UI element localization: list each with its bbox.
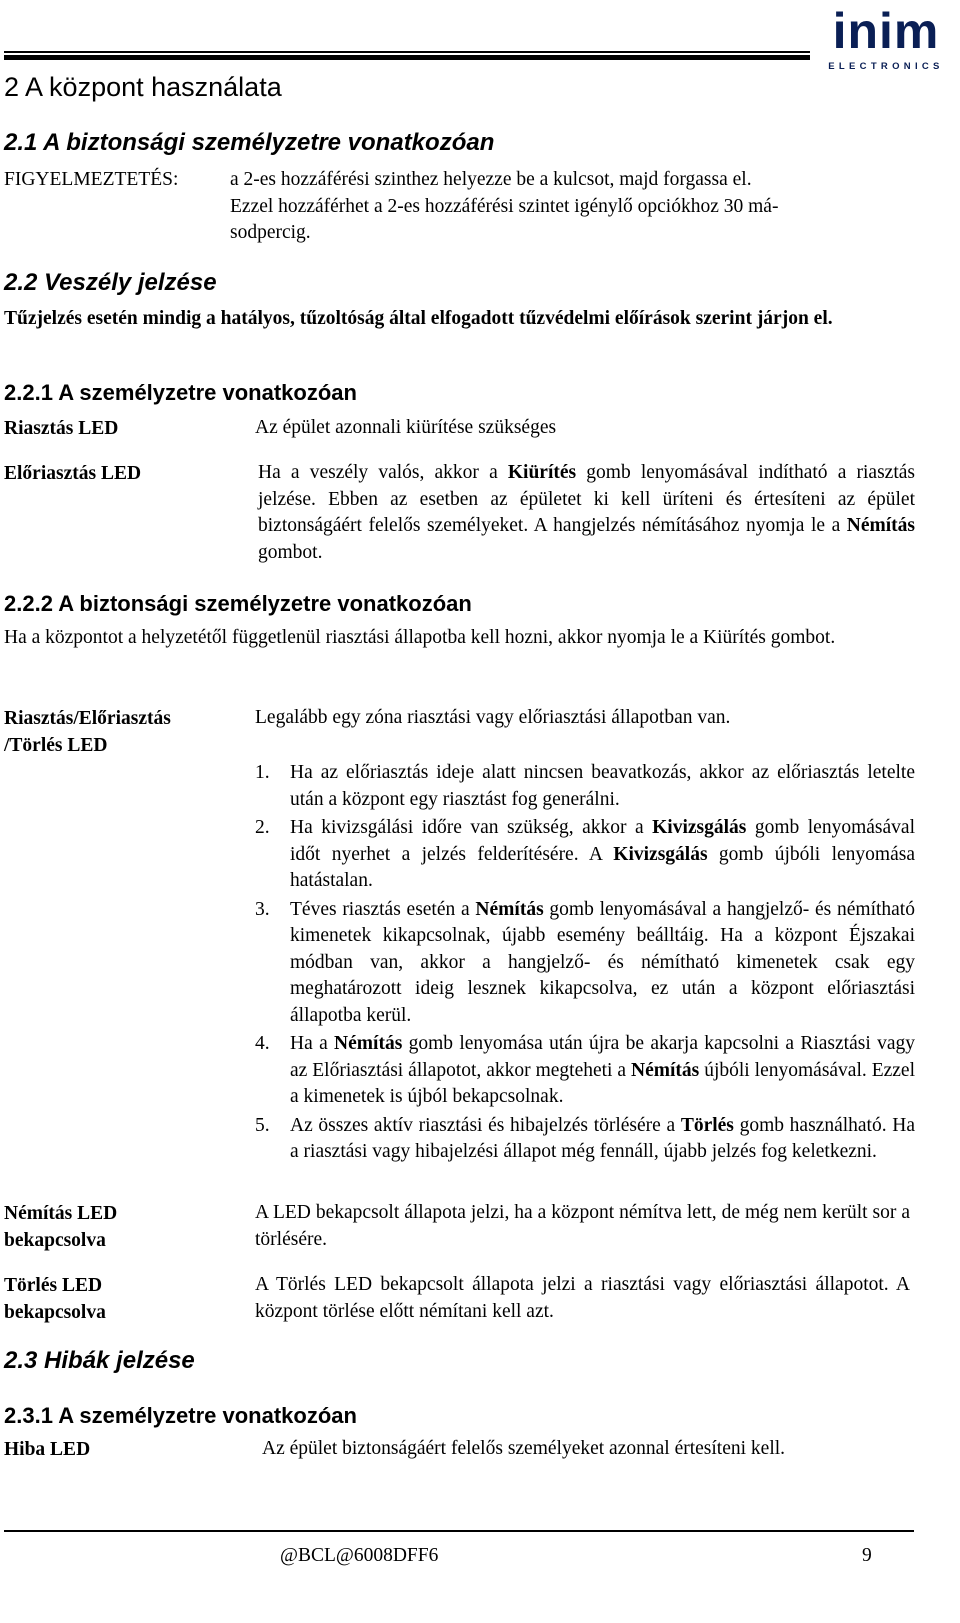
section-2-3-1-heading: 2.3.1 A személyzetre vonatkozóan (4, 1403, 357, 1428)
clear-led-label-line2: bekapcsolva (4, 1302, 106, 1323)
button-name-ref: Törlés (680, 1114, 734, 1136)
section-2-1-heading: 2.1 A biztonsági személyzetre vonatkozóan (4, 129, 495, 156)
list-item (255, 815, 915, 895)
security-intro-paragraph: Ha a központot a helyzetétől függetlenül riasztási állapotba kell hozni, akkor nyomja le a Kiürítés gombot. (4, 627, 836, 648)
list-item (255, 1031, 915, 1111)
list-item (255, 1113, 915, 1166)
clear-led-text: A Törlés LED bekapcsolt állapota jelzi a riasztási vagy előriasztási állapotot. A központ törlése előtt némítani kell azt. (255, 1274, 910, 1322)
button-name-ref: Kivizsgálás (652, 817, 747, 838)
list-item (255, 897, 915, 1030)
fire-alarm-paragraph: Tűzjelzés esetén mindig a hatályos, tűzoltóság által elfogadott tűzvédelmi előírások szerint járjon el. (4, 308, 833, 329)
list-item-text: Az összes aktív riasztási és hibajelzés törlésére a (290, 1114, 681, 1136)
alarm-clear-led-text: Legalább egy zóna riasztási vagy előriasztási állapotban van. (255, 707, 731, 728)
section-2-3-heading: 2.3 Hibák jelzése (4, 1347, 195, 1374)
page-title: 2 A központ használata (4, 72, 282, 102)
fault-led-label: Hiba LED (4, 1439, 91, 1460)
fault-led-text: Az épület biztonságáért felelős személyeket azonnal értesíteni kell. (262, 1438, 786, 1459)
list-item-text: Ha az előriasztás ideje alatt nincsen beavatkozás, akkor az előriasztás letelte után a központ egy riasztást fog generálni. (290, 762, 915, 810)
warning-line-2: Ezzel hozzáférhet a 2-es hozzáférési szintet igénylő opciókhoz 30 má- (230, 196, 779, 217)
prealarm-led-label: Előriasztás LED (4, 463, 142, 484)
button-name-ref: Némítás (334, 1033, 403, 1054)
warning-line-1: a 2-es hozzáférési szinthez helyezze be a kulcsot, majd forgassa el. (230, 169, 752, 190)
list-item-text: Ha a (290, 1033, 335, 1054)
alarm-clear-led-label-line2: /Törlés LED (4, 735, 108, 756)
list-item-number: 5. (255, 1114, 270, 1136)
footer-doc-code: @BCL@6008DFF6 (280, 1545, 439, 1566)
list-item-text: gomb használható. Ha a riasztási vagy hibajelzési állapot még fennáll, újabb jelzés fog keletkezni. (290, 1114, 916, 1162)
logo-subtitle: ELECTRONICS (828, 61, 944, 72)
silence-led-label-line1: Némítás LED (4, 1203, 118, 1224)
header-rule-thin (4, 51, 810, 53)
instruction-list (255, 760, 915, 1168)
list-item-text: Ha kivizsgálási időre van szükség, akkor a (290, 817, 653, 838)
list-item-text: Téves riasztás esetén a (290, 898, 476, 920)
list-item-number: 1. (255, 762, 270, 783)
footer-page-number: 9 (862, 1545, 872, 1566)
alarm-led-text: Az épület azonnali kiürítése szükséges (255, 417, 557, 438)
inim-logo (812, 2, 960, 72)
section-2-2-2-heading: 2.2.2 A biztonsági személyzetre vonatkozóan (4, 591, 472, 616)
list-item-text: gomb lenyomásával időt nyerhet a jelzés felderítésére. A (290, 817, 915, 865)
header-rule-thick (4, 55, 810, 60)
silence-led-text: A LED bekapcsolt állapota jelzi, ha a központ némítva lett, de még nem került sor a törlésére. (255, 1202, 910, 1250)
list-item-text: újbóli lenyomásával. Ezzel a kimenetek is újból bekapcsolnak. (290, 1059, 915, 1107)
prealarm-led-text: Ha a veszély valós, akkor a Kiürítés gomb lenyomásával indítható a riasztás jelzése. Ebben az esetben az épületet ki kell üríteni és értesíteni az épület biztonságáért felelős személyeket. A hangjelzés némításához nyomja le a Némítás gombot. (258, 462, 915, 563)
alarm-led-label: Riasztás LED (4, 418, 119, 439)
list-item (255, 760, 915, 813)
alarm-clear-led-label-line1: Riasztás/Előriasztás (4, 708, 171, 729)
warning-line-3: sodpercig. (230, 222, 311, 243)
list-item-text: gomb lenyomásával a hangjelző- és némítható kimenetek kikapcsolnak, újabb esemény beálltáig. Ha a központ Éjszakai módban van, akkor a hangjelző- és némítható kimenetek csak egy meghatározott ideig lesznek kikapcsolva, ez után a központ előriasztási állapotba kerül. (290, 898, 915, 1026)
clear-led-label-line1: Törlés LED (4, 1275, 103, 1296)
button-name-ref: Kivizsgálás (613, 843, 708, 865)
logo-wordmark: inim (832, 3, 940, 59)
list-item-number: 3. (255, 898, 270, 920)
button-name-ref: Némítás (475, 898, 544, 920)
footer-rule (4, 1530, 914, 1532)
button-name-ref: Némítás (631, 1059, 700, 1081)
silence-button-ref: Némítás (846, 515, 915, 536)
list-item-number: 4. (255, 1033, 270, 1054)
silence-led-label-line2: bekapcsolva (4, 1230, 106, 1251)
evacuate-button-ref: Kiürítés (507, 462, 577, 483)
list-item-number: 2. (255, 817, 270, 838)
list-item-text: gomb lenyomása után újra be akarja kapcsolni a Riasztási vagy az Előriasztási állapotot, akkor megteheti a (290, 1033, 915, 1081)
warning-label: FIGYELMEZTETÉS: (4, 169, 179, 190)
section-2-2-1-heading: 2.2.1 A személyzetre vonatkozóan (4, 380, 357, 405)
list-item-text: gomb újbóli lenyomása hatástalan. (290, 843, 915, 891)
section-2-2-heading: 2.2 Veszély jelzése (4, 269, 217, 296)
